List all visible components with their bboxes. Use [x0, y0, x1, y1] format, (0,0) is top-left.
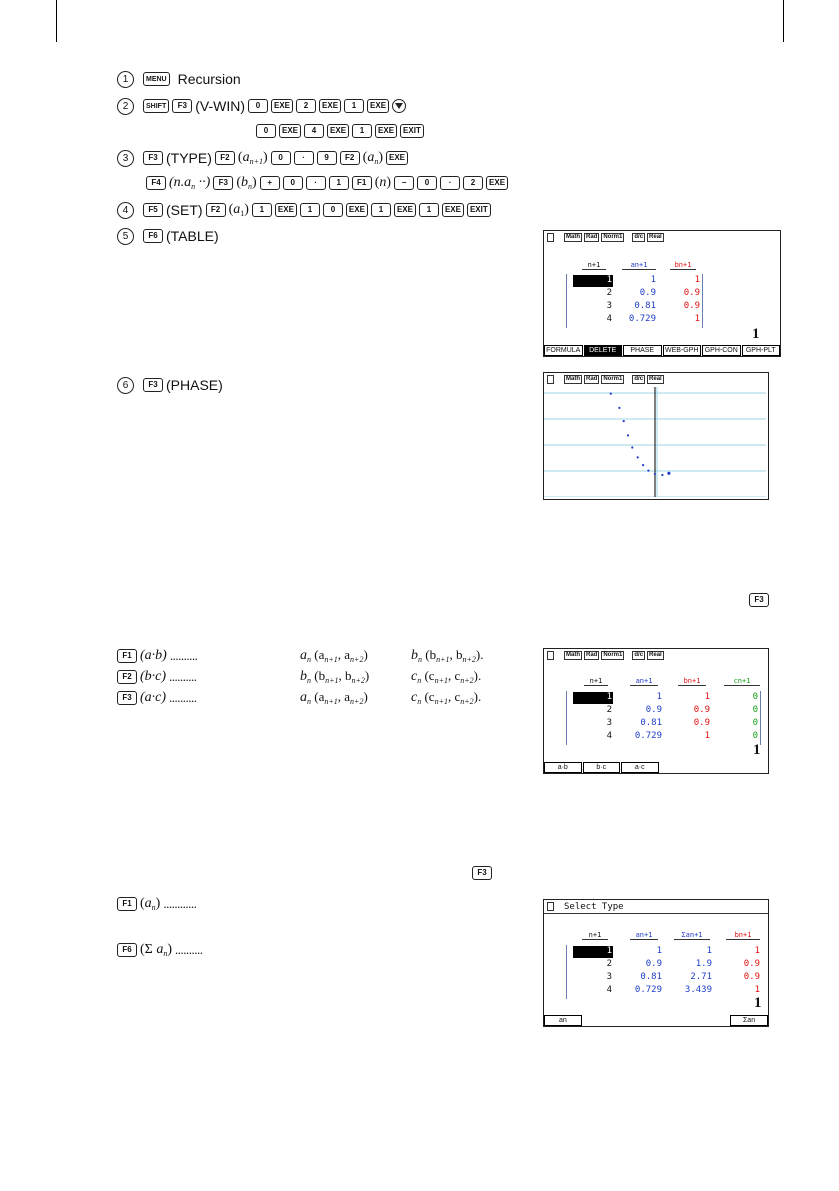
plus-key-icon: + [260, 176, 280, 190]
table-cell: 0 [752, 731, 758, 741]
exe-key-icon: EXE [327, 124, 349, 138]
a1-label: $(a_1)$ [228, 202, 249, 218]
fn-a-b[interactable]: a·b [544, 762, 582, 773]
table-cell: 1 [656, 946, 662, 956]
phase-point [618, 407, 620, 409]
fn-formula[interactable]: FORMULA [544, 345, 583, 356]
an-label: $(a_n)$ [362, 150, 383, 166]
key-icon: · [440, 176, 460, 190]
col-header: an+1 [622, 261, 656, 270]
key-icon: 1 [344, 99, 364, 113]
table-cell: 2.71 [690, 972, 712, 982]
status-item: Rad [586, 233, 598, 240]
table-cell: 1 [656, 692, 662, 702]
phase-point [610, 393, 612, 395]
sum-label: $(a_n)$ [140, 896, 161, 912]
table-cell: 1 [606, 692, 612, 702]
table-cell: 1 [694, 314, 700, 324]
table-cell: 2 [606, 288, 612, 298]
f3-key-icon: F3 [143, 378, 163, 392]
phase-point [631, 446, 633, 448]
table-cell: 0.81 [640, 972, 662, 982]
step-4 [117, 200, 491, 220]
table-cell: 0.81 [634, 301, 656, 311]
status-bar [544, 231, 780, 243]
phase-point [647, 470, 649, 472]
n-label: (n) [374, 175, 392, 190]
table-bracket [566, 945, 567, 999]
table-cell: 1 [706, 946, 712, 956]
fn-a-c[interactable]: a·c [621, 762, 659, 773]
bn-label: $(b_n)$ [236, 175, 257, 191]
dot-leader: .......... [169, 669, 197, 684]
key-icon: 0 [256, 124, 276, 138]
screen-title-bar [544, 900, 768, 914]
table-cell: 0.9 [683, 301, 700, 311]
sum-row-sigma [117, 941, 202, 959]
f1-key-icon: F1 [117, 897, 137, 911]
fn-empty [693, 1015, 729, 1026]
f4-key-icon: F4 [146, 176, 166, 190]
key-icon: 1 [419, 203, 439, 217]
cell-value-display: 1 [753, 742, 761, 758]
status-item: Norm1 [603, 375, 623, 382]
calculator-screen-table [543, 230, 781, 357]
f3-key-icon: F3 [472, 866, 492, 880]
status-item: Real [649, 375, 662, 382]
status-item: Real [649, 651, 662, 658]
f6-key-icon: F6 [143, 229, 163, 243]
calculator-screen-select-type [543, 899, 769, 1027]
compare-row-bc [117, 668, 197, 686]
cell-value-display: 1 [752, 326, 760, 342]
f3-key-icon: F3 [213, 176, 233, 190]
exe-key-icon: EXE [442, 203, 464, 217]
compare-label: (a·c) [140, 690, 167, 705]
table-cell: 3.439 [684, 985, 712, 995]
table-cell: 0.9 [645, 959, 662, 969]
status-item: Math [566, 233, 580, 240]
status-item: d/c [634, 375, 644, 382]
table-bracket [702, 274, 703, 328]
key-icon: 1 [371, 203, 391, 217]
f2-key-icon: F2 [340, 151, 360, 165]
compare-text-1: $a_n$ ($a_{n+1}$, $a_{n+2}$) [300, 647, 368, 664]
fn-empty [696, 762, 732, 773]
calculator-screen-phase [543, 372, 769, 500]
fn-empty [583, 1015, 619, 1026]
fn-empty [656, 1015, 692, 1026]
status-item: d/c [634, 651, 644, 658]
step-number: 2 [117, 98, 134, 115]
battery-icon [547, 375, 554, 384]
table-cell: 0 [752, 705, 758, 715]
f2-key-icon: F2 [215, 151, 235, 165]
table-cell: 1 [704, 731, 710, 741]
col-header: cn+1 [724, 677, 760, 686]
dot-leader: .......... [169, 648, 198, 663]
key-icon: 0 [248, 99, 268, 113]
step-text: (TABLE) [166, 228, 219, 244]
step-6 [117, 375, 223, 395]
f3-key-icon: F3 [143, 151, 163, 165]
phase-point [661, 474, 663, 476]
exe-key-icon: EXE [279, 124, 301, 138]
compare-row-ac [117, 689, 197, 707]
exe-key-icon: EXE [275, 203, 297, 217]
dot-leader: .......... [174, 942, 203, 957]
battery-icon [547, 651, 554, 660]
compare-label: (b·c) [140, 669, 167, 684]
key-icon: 2 [463, 176, 483, 190]
exe-key-icon: EXE [394, 203, 416, 217]
key-icon: 1 [352, 124, 372, 138]
col-header: Σan+1 [674, 931, 710, 940]
exit-key-icon: EXIT [400, 124, 424, 138]
table-cell: 1 [606, 946, 612, 956]
col-header: an+1 [630, 931, 658, 940]
battery-icon [547, 233, 554, 242]
step-text: (V-WIN) [195, 98, 245, 114]
battery-icon [547, 902, 554, 911]
key-icon: 1 [329, 176, 349, 190]
key-icon: 2 [296, 99, 316, 113]
crop-mark-left [56, 0, 57, 42]
key-icon: 4 [304, 124, 324, 138]
col-header: n+1 [584, 677, 608, 686]
phase-point [623, 420, 625, 422]
step-text: (SET) [166, 202, 203, 218]
f3-key-icon: F3 [172, 99, 192, 113]
table-cell: 1 [694, 275, 700, 285]
table-cell: 3 [606, 718, 612, 728]
step-number: 4 [117, 202, 134, 219]
key-icon: · [294, 151, 314, 165]
table-cell: 1.9 [695, 959, 712, 969]
step-2-cont [256, 121, 424, 141]
table-bracket [566, 274, 567, 328]
key-icon: 1 [252, 203, 272, 217]
table-cell: 0.729 [628, 314, 656, 324]
function-key-bar [544, 762, 768, 773]
cell-value-display: 1 [754, 995, 762, 1011]
exe-key-icon: EXE [486, 176, 508, 190]
fn-gph-plt[interactable]: GPH-PLT [742, 345, 781, 356]
status-item: Real [649, 233, 662, 240]
f1-key-icon: F1 [352, 176, 372, 190]
an1-label: $(a_{n+1})$ [237, 150, 268, 166]
minus-key-icon: − [394, 176, 414, 190]
col-header: bn+1 [670, 261, 696, 270]
step-number: 6 [117, 377, 134, 394]
fn-an[interactable]: an [544, 1015, 582, 1026]
fn-empty [620, 1015, 656, 1026]
table-cell: 0.9 [683, 288, 700, 298]
table-cell: 0.9 [743, 972, 760, 982]
compare-text-2: $c_n$ ($c_{n+1}$, $c_{n+2}$). [411, 668, 482, 685]
step-2 [117, 96, 406, 116]
step-5 [117, 226, 219, 246]
f1-key-icon: F1 [117, 649, 137, 663]
function-key-bar [544, 345, 780, 356]
status-bar [544, 373, 768, 385]
table-cell: 4 [606, 985, 612, 995]
table-bracket [566, 691, 567, 745]
fn-delete[interactable]: DELETE [584, 345, 623, 356]
table-bracket [760, 691, 761, 745]
table-cell: 1 [704, 692, 710, 702]
phase-point [637, 456, 639, 458]
fn-web-gph[interactable]: WEB-GPH [663, 345, 702, 356]
table-cell: 0 [752, 718, 758, 728]
table-cell: 1 [754, 946, 760, 956]
exe-key-icon: EXE [375, 124, 397, 138]
status-item: Norm1 [603, 233, 623, 240]
f2-key-icon: F2 [117, 670, 137, 684]
fn-sigma-an[interactable]: Σan [730, 1015, 768, 1026]
calculator-screen-abc-table [543, 648, 769, 774]
table-cell: 1 [606, 275, 612, 285]
step-text: Recursion [177, 71, 241, 87]
key-icon: 0 [417, 176, 437, 190]
fn-gph-con[interactable]: GPH-CON [702, 345, 741, 356]
col-header: n+1 [582, 261, 606, 270]
step-text: (TYPE) [166, 150, 212, 166]
status-bar [544, 649, 768, 661]
fn-empty [733, 762, 769, 773]
table-cell: 0 [752, 692, 758, 702]
step-text: (PHASE) [166, 377, 223, 393]
step-3-cont [146, 173, 508, 193]
na-label: ($n.a_n$ ··) [169, 175, 211, 191]
table-cell: 4 [606, 731, 612, 741]
step-1 [117, 69, 241, 89]
phase-point [667, 472, 670, 475]
compare-text-1: $b_n$ ($b_{n+1}$, $b_{n+2}$) [300, 668, 370, 685]
col-header: bn+1 [726, 931, 760, 940]
col-header: an+1 [630, 677, 658, 686]
phase-plot [544, 387, 766, 497]
step-number: 1 [117, 71, 134, 88]
table-cell: 2 [606, 959, 612, 969]
compare-row-ab [117, 647, 197, 665]
table-cell: 4 [606, 314, 612, 324]
compare-text-1: $a_n$ ($a_{n+1}$, $a_{n+2}$) [300, 689, 368, 706]
menu-key-icon: MENU [143, 72, 170, 86]
status-item: d/c [634, 233, 644, 240]
sum-label: (Σ $a_n$) [140, 942, 172, 958]
phase-point [627, 434, 629, 436]
phase-points [610, 393, 671, 477]
table-cell: 0.9 [693, 718, 710, 728]
f2-key-icon: F2 [206, 203, 226, 217]
table-cell: 2 [606, 705, 612, 715]
table-cell: 0.9 [639, 288, 656, 298]
sum-row-an [117, 895, 196, 913]
col-header: bn+1 [678, 677, 706, 686]
step-number: 5 [117, 228, 134, 245]
table-cell: 0.81 [640, 718, 662, 728]
table-cell: 1 [650, 275, 656, 285]
table-cell: 3 [606, 301, 612, 311]
phase-point [642, 464, 644, 466]
key-icon: 0 [271, 151, 291, 165]
status-item: Rad [586, 651, 598, 658]
fn-phase[interactable]: PHASE [623, 345, 662, 356]
exit-key-icon: EXIT [467, 203, 491, 217]
table-cell: 0.9 [645, 705, 662, 715]
status-item: Math [566, 651, 580, 658]
dot-leader: ............ [163, 896, 197, 911]
f3-key-icon: F3 [749, 593, 769, 607]
status-item: Math [566, 375, 580, 382]
key-icon: 9 [317, 151, 337, 165]
phase-point [654, 473, 656, 475]
fn-empty [660, 762, 696, 773]
compare-text-2: $c_n$ ($c_{n+1}$, $c_{n+2}$). [411, 689, 482, 706]
status-item: Norm1 [603, 651, 623, 658]
screen-title: Select Type [564, 901, 624, 912]
f3-key-icon: F3 [117, 691, 137, 705]
table-cell: 0.729 [634, 985, 662, 995]
table-cell: 1 [754, 985, 760, 995]
key-icon: · [306, 176, 326, 190]
exe-key-icon: EXE [271, 99, 293, 113]
fn-b-c[interactable]: b·c [583, 762, 621, 773]
function-key-bar [544, 1015, 768, 1026]
key-icon: 0 [283, 176, 303, 190]
col-header: n+1 [582, 931, 608, 940]
shift-key-icon: SHIFT [143, 99, 169, 113]
dot-leader: .......... [169, 690, 197, 705]
f6-key-icon: F6 [117, 943, 137, 957]
step-number: 3 [117, 150, 134, 167]
table-cell: 0.9 [743, 959, 760, 969]
table-cell: 0.9 [693, 705, 710, 715]
exe-key-icon: EXE [386, 151, 408, 165]
down-arrow-key-icon [392, 99, 406, 113]
status-item: Rad [586, 375, 598, 382]
exe-key-icon: EXE [346, 203, 368, 217]
f5-key-icon: F5 [143, 203, 163, 217]
crop-mark-right [783, 0, 784, 42]
table-cell: 3 [606, 972, 612, 982]
compare-label: (a·b) [140, 648, 167, 663]
key-icon: 0 [323, 203, 343, 217]
exe-key-icon: EXE [319, 99, 341, 113]
exe-key-icon: EXE [367, 99, 389, 113]
key-icon: 1 [300, 203, 320, 217]
compare-text-2: $b_n$ ($b_{n+1}$, $b_{n+2}$). [411, 647, 484, 664]
step-3 [117, 148, 408, 168]
table-cell: 0.729 [634, 731, 662, 741]
